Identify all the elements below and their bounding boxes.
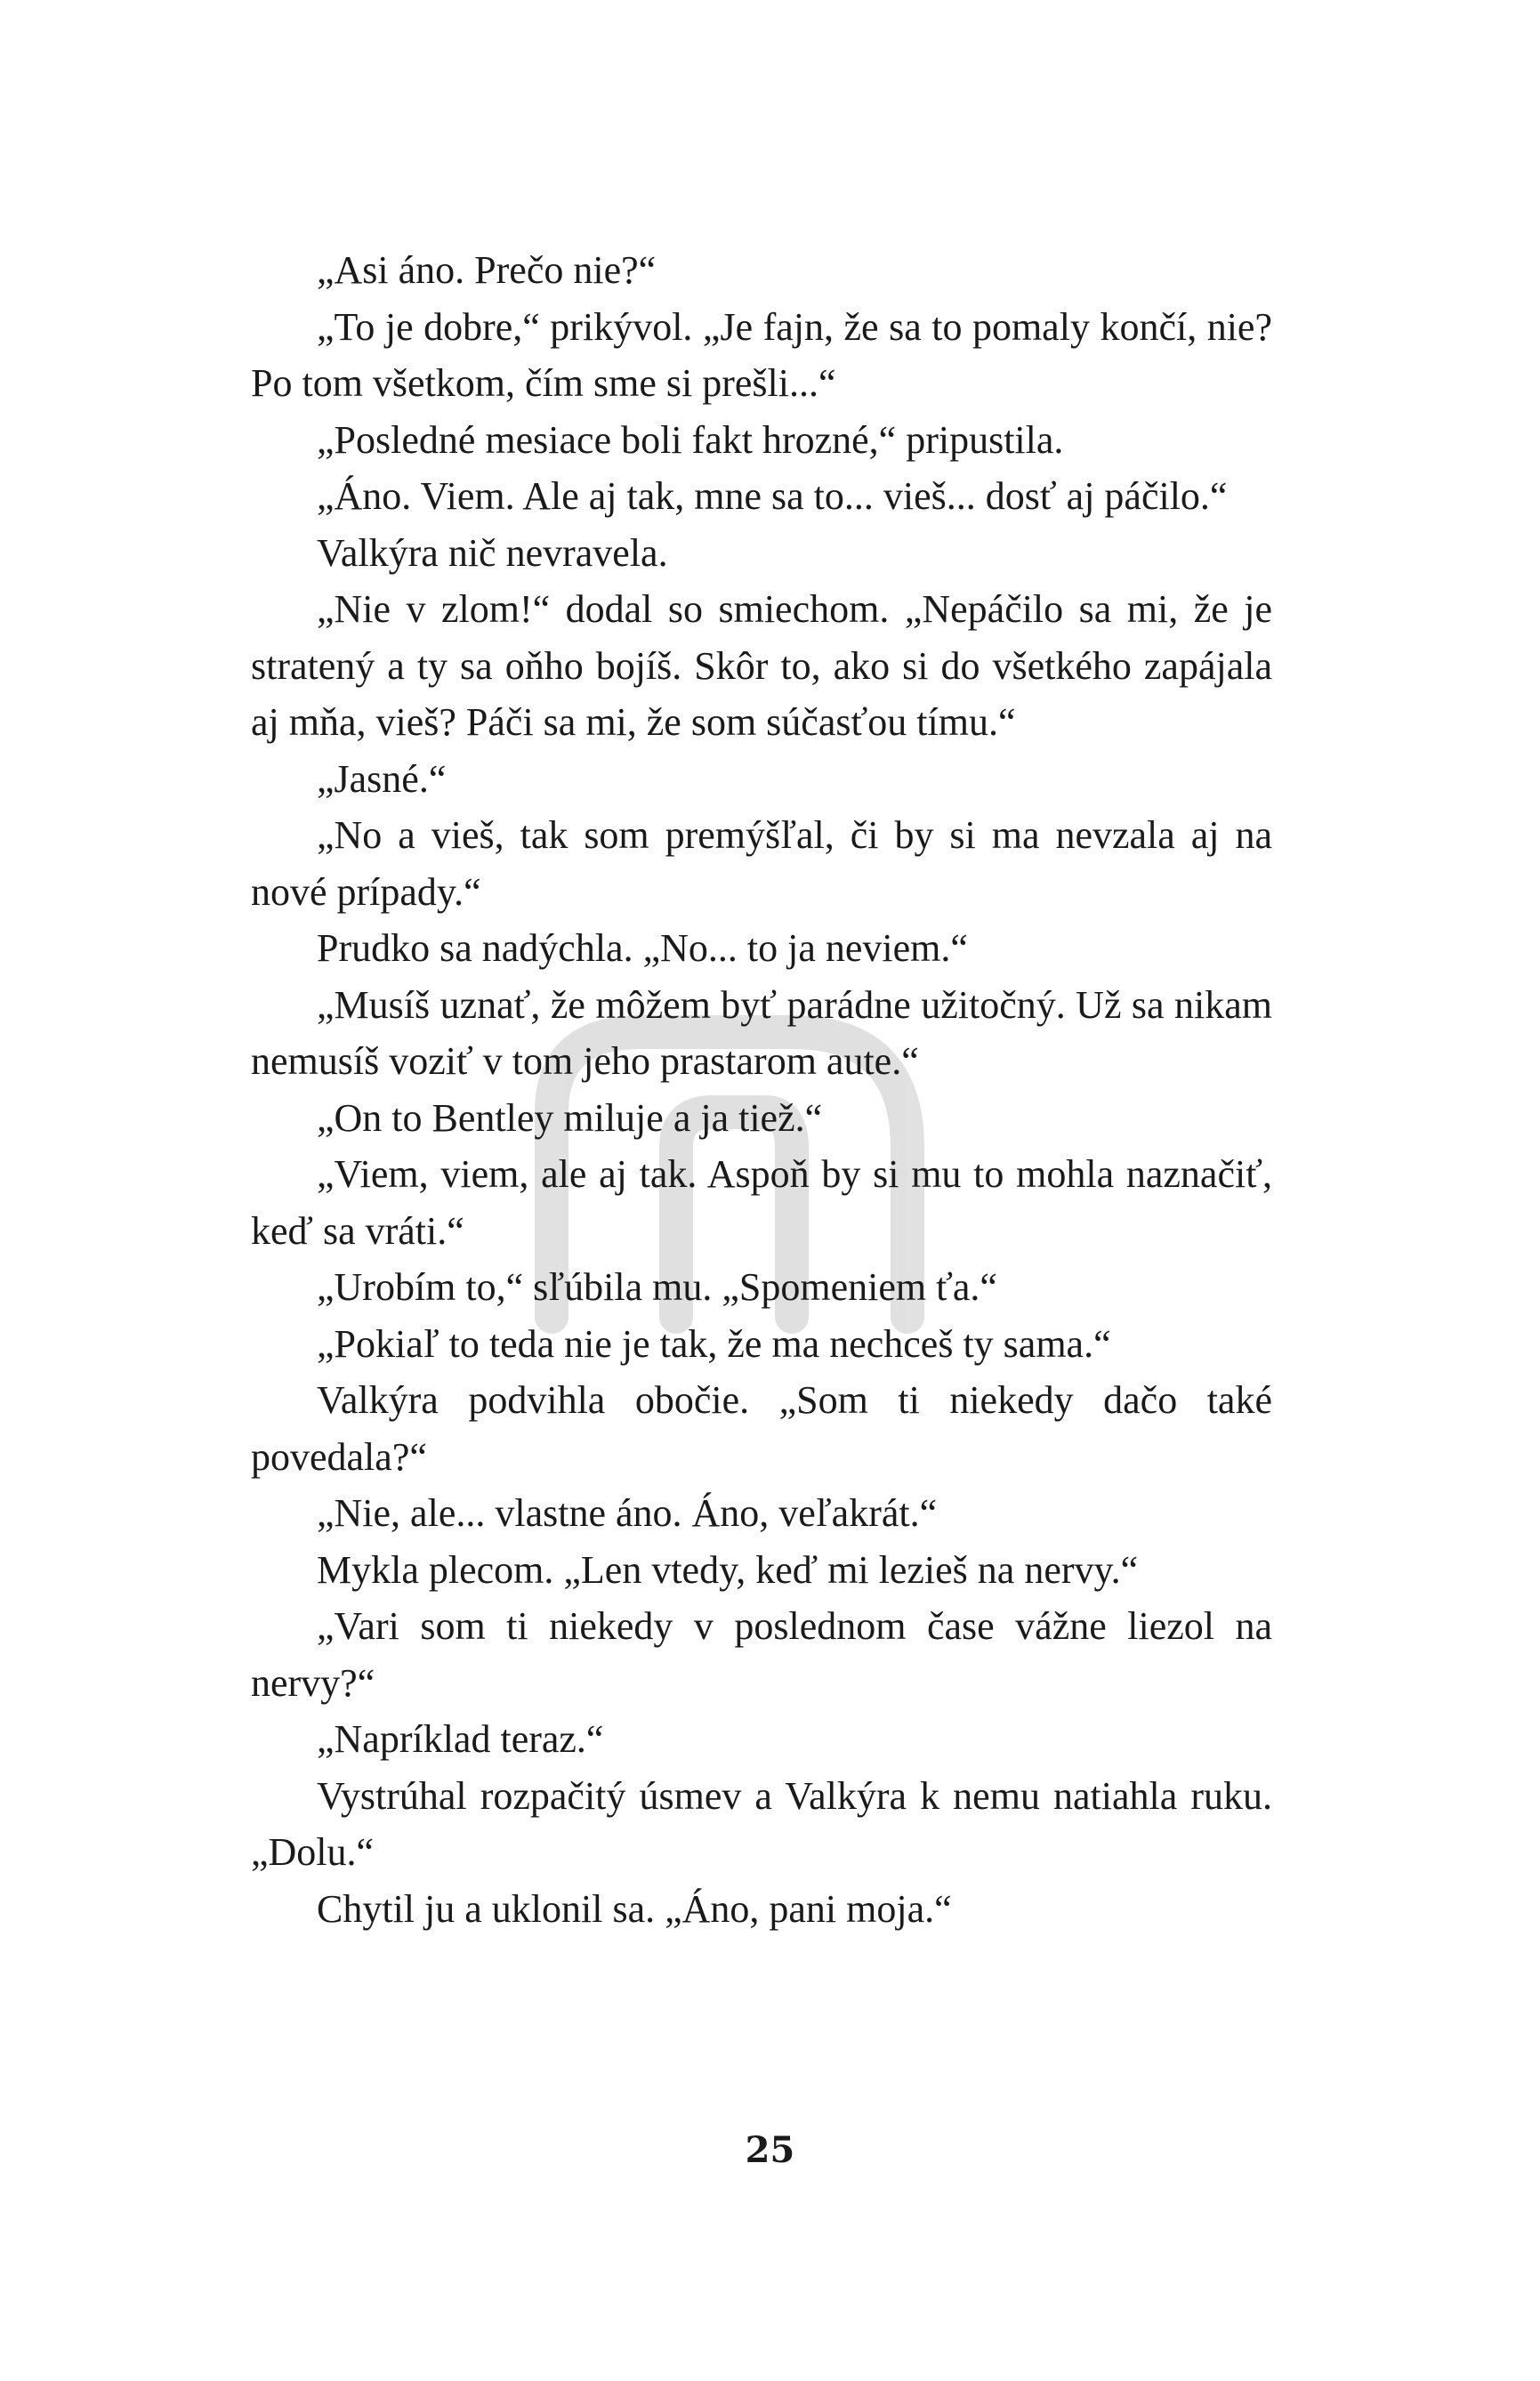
paragraph: „Áno. Viem. Ale aj tak, mne sa to... vieš... dosť aj páčilo.“: [317, 474, 1228, 518]
paragraph: „Pokiaľ to teda nie je tak, že ma nechceš ty sama.“: [317, 1321, 1111, 1366]
paragraph: „Nie, ale... vlastne áno. Áno, veľakrát.“: [317, 1491, 938, 1535]
paragraph: „Vari som ti niekedy v poslednom čase vážne liezol na nervy?“: [251, 1604, 1272, 1705]
paragraph: „To je dobre,“ prikývol. „Je fajn, že sa to pomaly končí, nie? Po tom všetkom, čím sme si prešli...“: [251, 304, 1272, 405]
paragraph: Valkýra nič nevravela.: [317, 530, 668, 575]
paragraph: „Nie v zlom!“ dodal so smiechom. „Nepáčilo sa mi, že je stratený a ty sa oňho bojíš. Skôr to, ako si do všetkého zapájala aj mňa, vieš? Páči sa mi, že som súčasťou tímu.“: [251, 587, 1272, 744]
paragraph: „Jasné.“: [317, 756, 447, 801]
paragraph: Chytil ju a uklonil sa. „Áno, pani moja.“: [317, 1886, 952, 1931]
body-text: [251, 242, 1272, 1937]
page-number: 25: [745, 2129, 795, 2171]
paragraph: Valkýra podvihla obočie. „Som ti niekedy dačo také povedala?“: [251, 1378, 1272, 1479]
paragraph: „Viem, viem, ale aj tak. Aspoň by si mu to mohla naznačiť, keď sa vráti.“: [251, 1152, 1272, 1253]
paragraph: „Napríklad teraz.“: [317, 1717, 604, 1761]
paragraph: „Urobím to,“ sľúbila mu. „Spomeniem ťa.“: [317, 1265, 997, 1309]
paragraph: Mykla plecom. „Len vtedy, keď mi lezieš na nervy.“: [317, 1547, 1139, 1592]
paragraph: „Asi áno. Prečo nie?“: [317, 248, 657, 292]
paragraph: „Musíš uznať, že môžem byť parádne užitočný. Už sa nikam nemusíš voziť v tom jeho prastarom aute.“: [251, 982, 1272, 1083]
paragraph: „No a vieš, tak som premýšľal, či by si ma nevzala aj na nové prípady.“: [251, 813, 1272, 914]
paragraph: Vystrúhal rozpačitý úsmev a Valkýra k nemu natiahla ruku. „Dolu.“: [251, 1773, 1272, 1874]
paragraph: „On to Bentley miluje a ja tiež.“: [317, 1095, 823, 1140]
paragraph: „Posledné mesiace boli fakt hrozné,“ pripustila.: [317, 417, 1064, 462]
paragraph: Prudko sa nadýchla. „No... to ja neviem.“: [317, 926, 968, 970]
